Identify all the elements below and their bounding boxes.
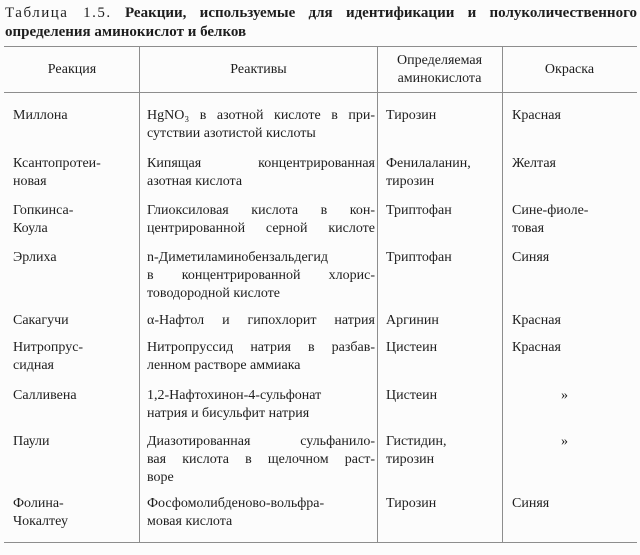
- column-divider: [502, 47, 503, 542]
- table-row: [4, 495, 637, 531]
- reaction-cell: Миллона: [13, 108, 68, 123]
- amino-acid-cell: Триптофан: [386, 250, 452, 265]
- reaction-cell: Фолина- Чокалтеу: [13, 496, 68, 529]
- reaction-cell: Ксантопротеи- новая: [13, 156, 101, 189]
- color-cell: Сине-фиоле- товая: [512, 203, 589, 236]
- table-row: [4, 155, 637, 191]
- column-header-color: Окраска: [544, 61, 595, 77]
- reagents-cell: Глиоксиловая кислота в кон- центрированной серной кислоте: [147, 203, 375, 236]
- reaction-cell: Салливена: [13, 388, 77, 403]
- reagents-cell: 1,2-Нафтохинон-4-сульфонат натрия и бисульфит натрия: [147, 388, 322, 421]
- column-header-reaction: Реакция: [47, 61, 97, 77]
- table-row: [4, 339, 637, 375]
- table-row: [4, 387, 637, 423]
- table-title: [5, 4, 637, 42]
- reagents-cell: Фосфомолибденово-вольфра- мовая кислота: [147, 496, 325, 529]
- table-body: [4, 93, 637, 531]
- table-number-label: Таблица 1.5.: [5, 5, 112, 21]
- amino-acid-cell: Тирозин: [386, 496, 437, 511]
- table-row: [4, 249, 637, 303]
- amino-acid-cell: Фенилаланин, тирозин: [386, 156, 471, 189]
- color-cell: »: [561, 388, 568, 403]
- color-cell: Синяя: [512, 250, 550, 265]
- reaction-cell: Сакагучи: [13, 313, 69, 328]
- table-header-row: [4, 47, 637, 93]
- amino-acid-cell: Аргинин: [386, 313, 439, 328]
- table-row: [4, 107, 637, 143]
- table-title-line1: [5, 4, 637, 23]
- amino-acid-cell: Триптофан: [386, 203, 452, 218]
- reagents-cell: α-Нафтол и гипохлорит натрия: [147, 313, 375, 328]
- reaction-cell: Паули: [13, 434, 50, 449]
- amino-acid-cell: Цистеин: [386, 340, 438, 355]
- column-header-amino-acid: Определяемая аминокислота: [396, 52, 483, 86]
- reaction-cell: Нитропрус- сидная: [13, 340, 84, 373]
- color-cell: Красная: [512, 313, 561, 328]
- color-cell: Красная: [512, 340, 561, 355]
- table-title-line2: определения аминокислот и белков: [5, 24, 247, 40]
- reaction-cell: Эрлиха: [13, 250, 57, 265]
- reagents-cell: Кипящая концентрированная азотная кислота: [147, 156, 375, 189]
- color-cell: Красная: [512, 108, 561, 123]
- column-header-reagents: Реактивы: [230, 61, 287, 77]
- reaction-cell: Гопкинса- Коула: [13, 203, 74, 236]
- column-divider: [377, 47, 378, 542]
- color-cell: »: [561, 434, 568, 449]
- color-cell: Синяя: [512, 496, 550, 511]
- table-title-text: Реакции, используемые для идентификации и полуколичественного: [124, 5, 638, 21]
- table-row: [4, 312, 637, 330]
- amino-acid-cell: Тирозин: [386, 108, 437, 123]
- table-row: [4, 202, 637, 238]
- column-divider: [139, 47, 140, 542]
- reagents-cell: n-Диметиламинобензальдегид в концентрированной хлорис- товодородной кислоте: [147, 250, 375, 301]
- reagents-cell: Диазотированная сульфанило- вая кислота в щелочном раст- воре: [147, 434, 375, 485]
- table-row: [4, 433, 637, 487]
- amino-acid-cell: Гистидин, тирозин: [386, 434, 447, 467]
- reagents-cell: HgNO₃ в азотной кислоте в при- сутствии азотистой кислоты: [147, 108, 375, 141]
- color-cell: Желтая: [512, 156, 556, 171]
- amino-acid-cell: Цистеин: [386, 388, 438, 403]
- reagents-cell: Нитропруссид натрия в разбав- ленном растворе аммиака: [147, 340, 375, 373]
- reactions-table: [4, 46, 637, 543]
